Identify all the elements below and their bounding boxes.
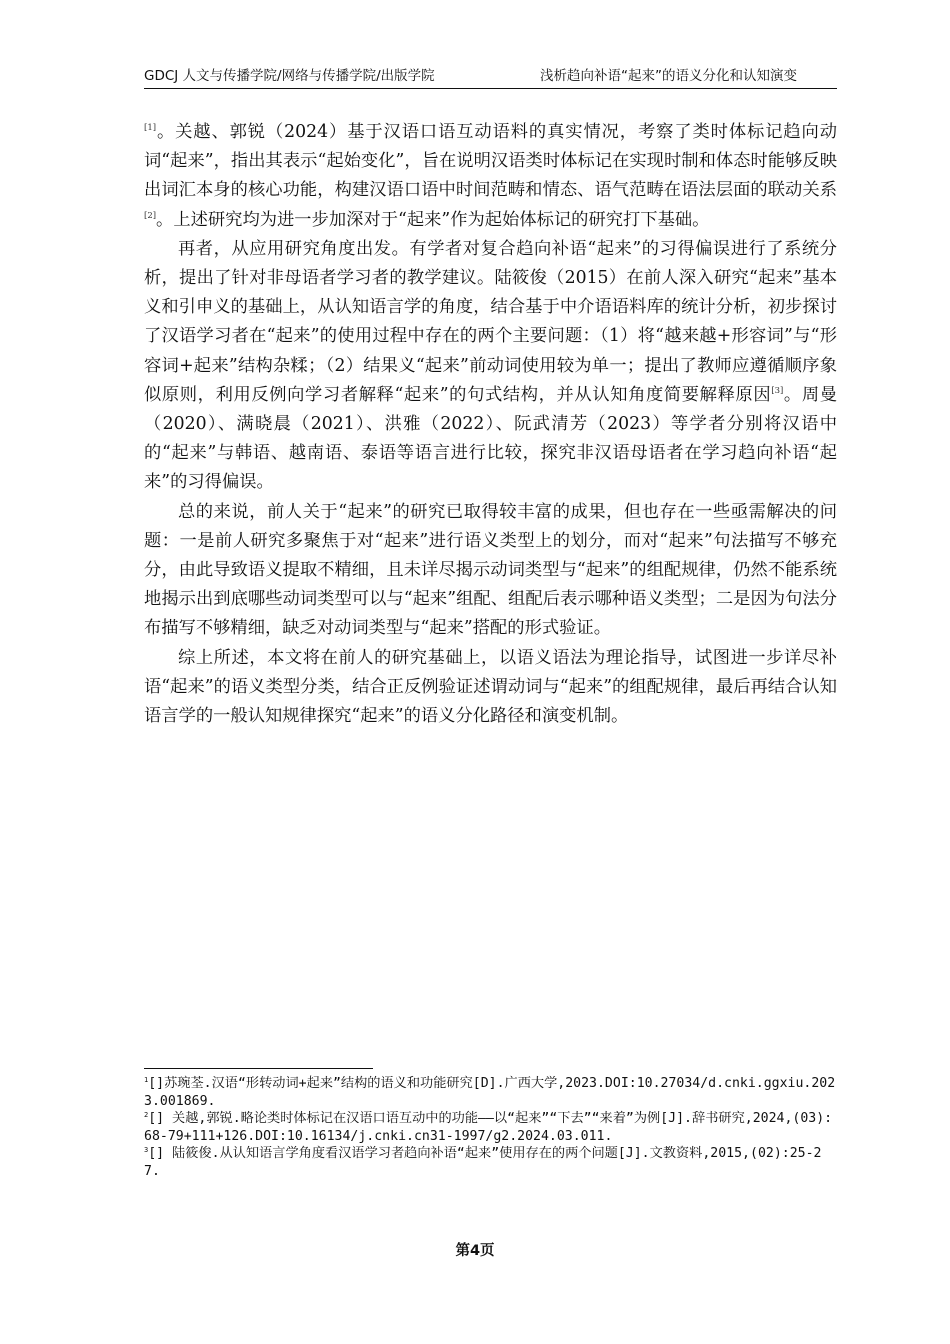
citation-ref[interactable]: [1]: [144, 123, 157, 133]
footnote-text: [] 关越,郭锐.略论类时体标记在汉语口语互动中的功能——以“起来”“下去”“来着”为例[J].辞书研究,2024,(03):68-79+111+126.DOI:10.16134/j.cnki.cn31-1997/g2.2024.03.011.: [144, 1111, 833, 1144]
paragraph-3: [144, 498, 837, 644]
footnote-separator: [144, 1068, 373, 1069]
paragraph-text: 。上述研究均为进一步加深对于“起来”作为起始体标记的研究打下基础。: [156, 209, 710, 230]
paragraph-text: 总的来说，前人关于“起来”的研究已取得较丰富的成果，但也存在一些亟需解决的问题：一是前人研究多聚焦于对“起来”进行语义类型上的划分，而对“起来”句法描写不够充分，由此导致语义提取不精细，且未详尽揭示动词类型与“起来”的组配规律，仍然不能系统地揭示出到底哪些动词类型可以与“起来”组配、组配后表示哪种语义类型；二是因为句法分布描写不够精细，缺乏对动词类型与“起来”搭配的形式验证。: [144, 501, 837, 639]
paragraph-text: 再者，从应用研究角度出发。有学者对复合趋向补语“起来”的习得偏误进行了系统分析，提出了针对非母语者学习者的教学建议。陆筱俊（2015）在前人深入研究“起来”基本义和引申义的基础上，从认知语言学的角度，结合基于中介语语料库的统计分析，初步探讨了汉语学习者在“起来”的使用过程中存在的两个主要问题：（1）将“越来越+形容词”与“形容词+起来”结构杂糅；（2）结果义“起来”前动词使用较为单一；提出了教师应遵循顺序象似原则，利用反例向学习者解释“起来”的句式结构，并从认知角度简要解释原因: [144, 238, 837, 405]
paragraph-4: [144, 644, 837, 732]
running-header: [144, 66, 837, 89]
footnote-3: [144, 1145, 837, 1180]
citation-ref[interactable]: [2]: [144, 210, 157, 221]
footnote-text: []苏琬荃.汉语“形转动词+起来”结构的语义和功能研究[D].广西大学,2023.DOI:10.27034/d.cnki.ggxiu.2023.001869.: [144, 1076, 836, 1109]
paragraph-text: 。关越、郭锐（2024）基于汉语口语互动语料的真实情况，考察了类时体标记趋向动词“起来”，指出其表示“起始变化”，旨在说明汉语类时体标记在实现时制和体态时能够反映出词汇本身的核心功能，构建汉语口语中时间范畴和情态、语气范畴在语法层面的联动关系: [144, 122, 837, 201]
footnote-2: [144, 1110, 837, 1145]
footnote-mark: 3: [144, 1146, 149, 1155]
page-number: 第4页: [455, 1243, 495, 1259]
main-body-text: [144, 118, 837, 731]
header-paper-title: 浅析趋向补语“起来”的语义分化和认知演变: [540, 68, 797, 84]
header-institution: GDCJ 人文与传播学院/网络与传播学院/出版学院: [144, 68, 435, 84]
footnote-1: [144, 1075, 837, 1110]
paragraph-text: 。周曼（2020）、满晓晨（2021）、洪雅（2022）、阮武清芳（2023）等学者分别将汉语中的“起来”与韩语、越南语、泰语等语言进行比较，探究非汉语母语者在学习趋向补语“起来”的习得偏误。: [144, 384, 837, 493]
citation-ref[interactable]: [3]: [771, 385, 784, 396]
paragraph-1: [144, 118, 837, 235]
paragraph-2: [144, 235, 837, 498]
paragraph-text: 综上所述，本文将在前人的研究基础上，以语义语法为理论指导，试图进一步详尽补语“起来”的语义类型分类，结合正反例验证述谓动词与“起来”的组配规律，最后再结合认知语言学的一般认知规律探究“起来”的语义分化路径和演变机制。: [144, 647, 837, 727]
footnotes: [144, 1075, 837, 1181]
footnote-mark: 1: [144, 1076, 149, 1084]
footnote-text: [] 陆筱俊.从认知语言学角度看汉语学习者趋向补语“起来”使用存在的两个问题[J].文教资料,2015,(02):25-27.: [144, 1146, 822, 1179]
footnote-mark: 2: [144, 1111, 149, 1120]
